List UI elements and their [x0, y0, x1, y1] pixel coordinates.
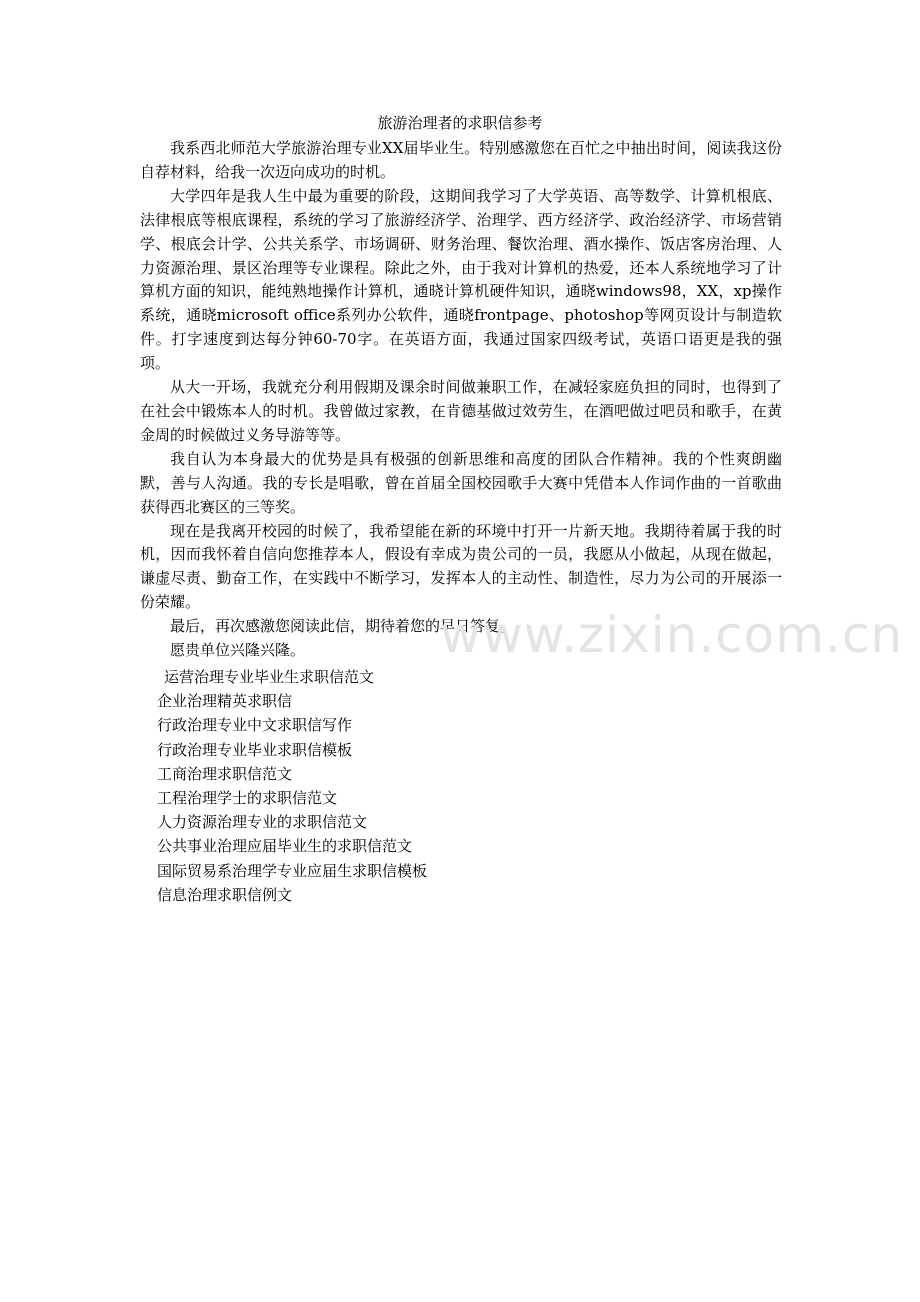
related-link[interactable]: 企业治理精英求职信	[157, 692, 293, 711]
related-link[interactable]: 行政治理专业毕业求职信模板	[157, 740, 353, 759]
paragraph-intro: 我系西北师范大学旅游治理专业XX届毕业生。特别感激您在百忙之中抽出时间，阅读我这份自荐材料，给我一次迈向成功的时机。	[140, 139, 782, 181]
related-link[interactable]: 信息治理求职信例文	[157, 885, 293, 904]
paragraph-aspiration: 现在是我离开校园的时候了，我希望能在新的环境中打开一片新天地。我期待着属于我的时机，因而我怀着自信向您推荐本人，假设有幸成为贵公司的一员，我愿从小做起，从现在做起，谦虚尽责、勤奋工作，在实践中不断学习，发挥本人的主动性、制造性，尽力为公司的开展添一份荣耀。	[140, 521, 782, 612]
related-link[interactable]: 行政治理专业中文求职信写作	[157, 716, 353, 735]
paragraph-wishes: 愿贵单位兴隆兴隆。	[170, 641, 306, 660]
related-link[interactable]: 工商治理求职信范文	[157, 764, 293, 783]
letter-body	[140, 137, 782, 663]
related-link[interactable]: 国际贸易系治理学专业应届生求职信模板	[157, 861, 428, 880]
watermark: www.zixin.com.cn	[440, 606, 904, 664]
related-links-list	[157, 665, 657, 907]
related-link[interactable]: 运营治理专业毕业生求职信范文	[164, 668, 375, 686]
paragraph-education: 大学四年是我人生中最为重要的阶段，这期间我学习了大学英语、高等数学、计算机根底、法律根底等根底课程，系统的学习了旅游经济学、治理学、西方经济学、政治经济学、市场营销学、根底会计学、公共关系学、市场调研、财务治理、餐饮治理、酒水操作、饭店客房治理、人力资源治理、景区治理等专业课程。除此之外，由于我对计算机的热爱，还本人系统地学习了计算机方面的知识，能纯熟地操作计算机，通晓计算机硬件知识，通晓windows98，XX，xp操作系统，通晓microsoft office系列办公软件，通晓frontpage、photoshop等网页设计与制造软件。打字速度到达每分钟60-70字。在英语方面，我通过国家四级考试，英语口语更是我的强项。	[140, 186, 782, 373]
related-link[interactable]: 公共事业治理应届毕业生的求职信范文	[157, 837, 413, 856]
paragraph-experience: 从大一开场，我就充分利用假期及课余时间做兼职工作，在减轻家庭负担的同时，也得到了在社会中锻炼本人的时机。我曾做过家教，在肯德基做过效劳生，在酒吧做过吧员和歌手，在黄金周的时候做过义务导游等等。	[140, 378, 782, 444]
related-link[interactable]: 工程治理学士的求职信范文	[157, 789, 338, 808]
paragraph-closing: 最后，再次感激您阅读此信，期待着您的早日答复。	[170, 617, 516, 636]
related-link[interactable]: 人力资源治理专业的求职信范文	[157, 813, 368, 832]
paragraph-strengths: 我自认为本身最大的优势是具有极强的创新思维和高度的团队合作精神。我的个性爽朗幽默，善与人沟通。我的专长是唱歌，曾在首届全国校园歌手大赛中凭借本人作词作曲的一首歌曲获得西北赛区的三等奖。	[140, 449, 782, 516]
document-title: 旅游治理者的求职信参考	[377, 114, 543, 132]
